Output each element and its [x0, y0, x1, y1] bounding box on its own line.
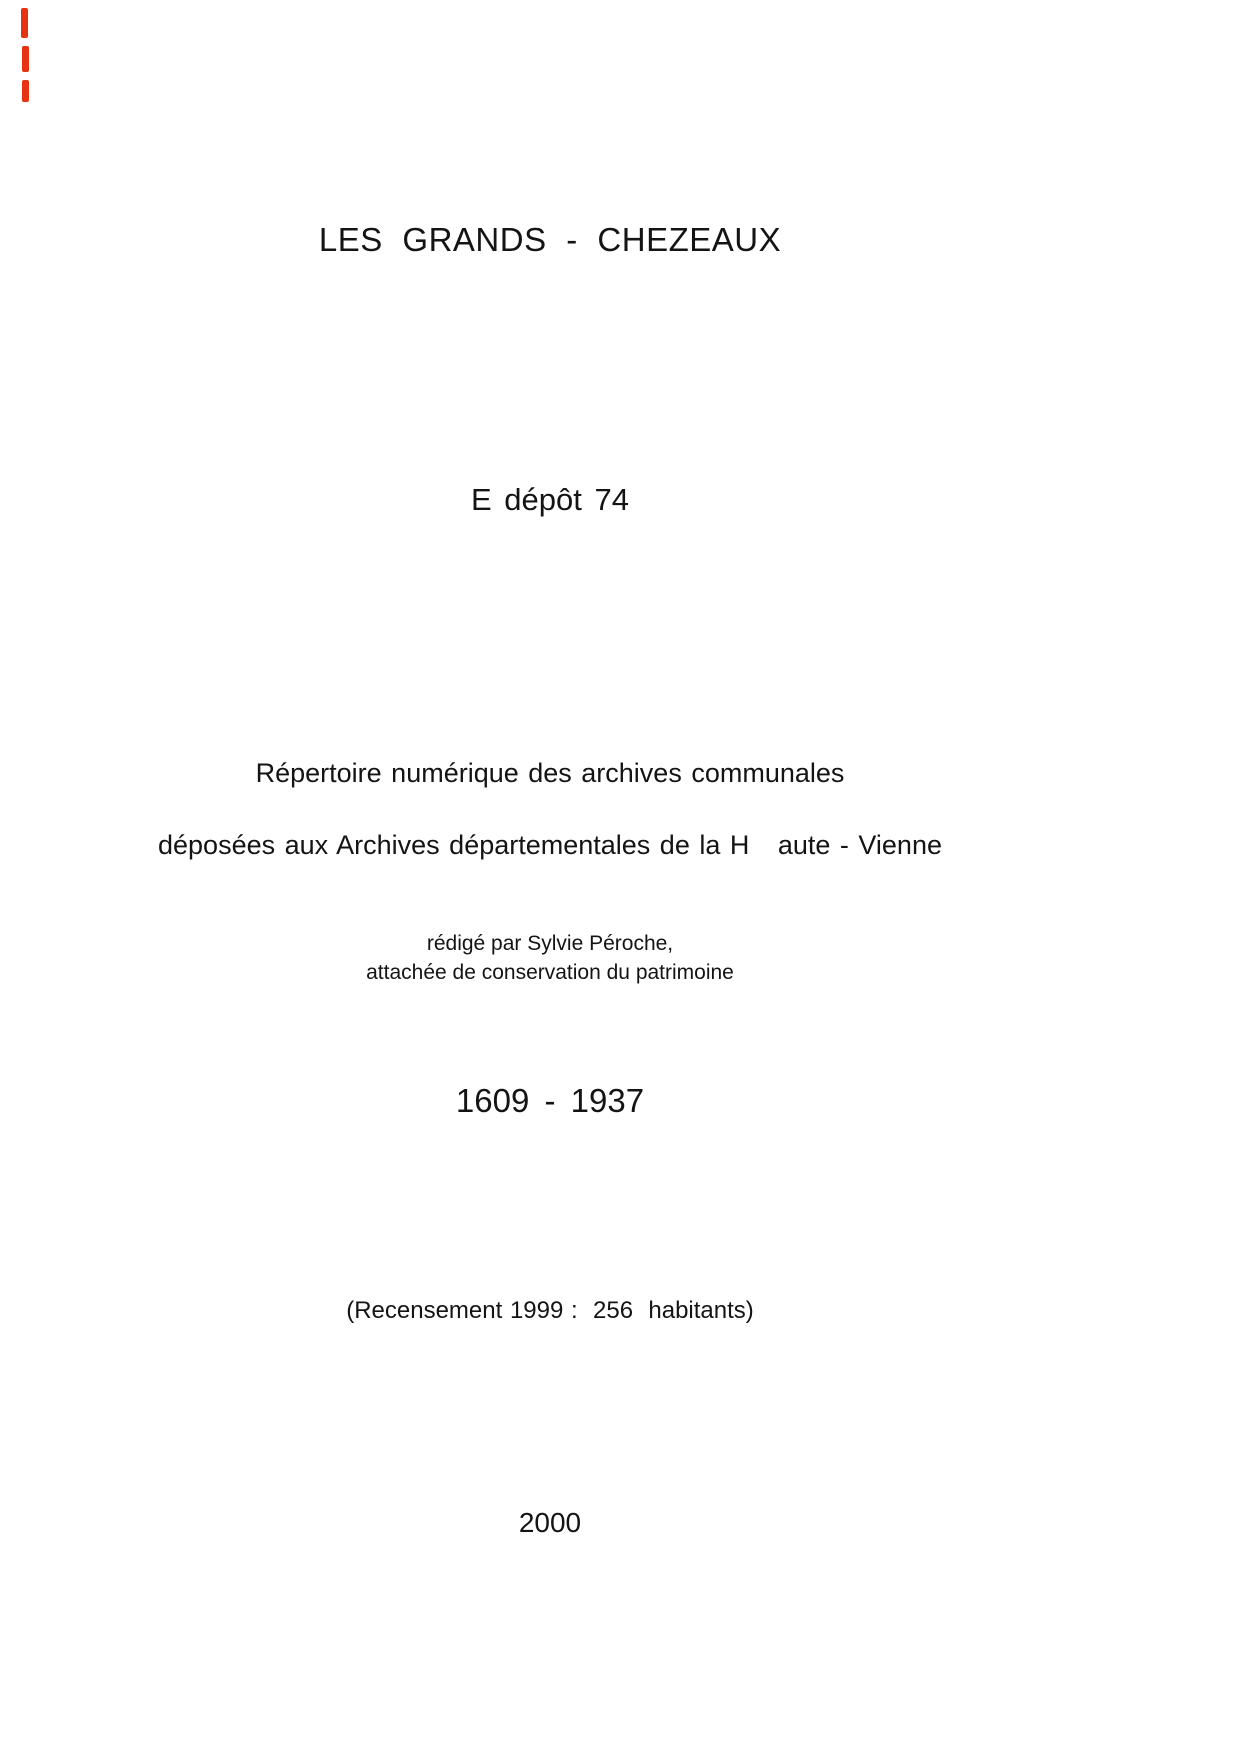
repertoire-subtitle-line1: Répertoire numérique des archives communales — [255, 758, 845, 788]
fonds-reference: E dépôt 74 — [471, 482, 629, 517]
census-note: (Recensement 1999 : 256 habitants) — [346, 1297, 754, 1324]
red-margin-mark — [22, 46, 29, 72]
date-range: 1609 - 1937 — [455, 1082, 645, 1119]
commune-title: LES GRANDS - CHEZEAUX — [318, 221, 782, 258]
author-credit-line1: rédigé par Sylvie Péroche, — [426, 932, 674, 955]
red-margin-mark — [22, 80, 29, 102]
publication-year: 2000 — [518, 1507, 582, 1538]
red-margin-mark — [21, 8, 28, 38]
author-credit-line2: attachée de conservation du patrimoine — [366, 961, 734, 984]
repertoire-subtitle-line2: déposées aux Archives départementales de la H aute - Vienne — [158, 830, 942, 860]
